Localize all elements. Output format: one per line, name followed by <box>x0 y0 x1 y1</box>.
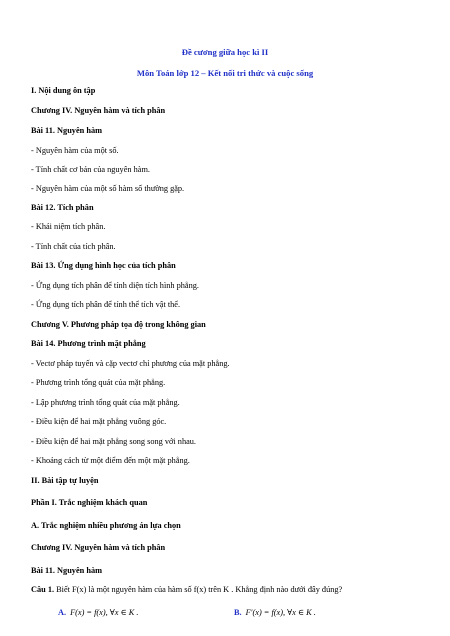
subpart-heading: A. Trắc nghiệm nhiều phương án lựa chọn <box>31 521 181 530</box>
list-item: - Lập phương trình tổng quát của mặt phẳng. <box>31 398 180 407</box>
list-item: - Phương trình tổng quát của mặt phẳng. <box>31 378 166 387</box>
part-heading: Phần I. Trắc nghiệm khách quan <box>31 498 148 507</box>
question-text: Biết F(x) là một nguyên hàm của hàm số f(x) trên K . Khẳng định nào dưới đây đúng? <box>54 585 343 594</box>
lesson-heading: Bài 14. Phương trình mặt phẳng <box>31 339 146 348</box>
list-item: - Ứng dụng tích phân để tính diện tích hình phẳng. <box>31 281 199 290</box>
option-b <box>234 607 316 617</box>
option-letter: B. <box>234 608 242 617</box>
question-label: Câu 1. <box>31 585 55 594</box>
section-heading: II. Bài tập tự luyện <box>31 476 99 485</box>
lesson-heading: Bài 12. Tích phân <box>31 203 94 212</box>
chapter-heading: Chương IV. Nguyên hàm và tích phân <box>31 106 166 115</box>
option-text: F(x) = f(x), ∀x ∈ K . <box>70 608 139 617</box>
question-1 <box>31 585 342 594</box>
section-heading: I. Nội dung ôn tập <box>31 86 96 95</box>
list-item: - Khoảng cách từ một điểm đến một mặt phẳng. <box>31 456 190 465</box>
document-subtitle: Môn Toán lớp 12 – Kết nối tri thức và cuộc sống <box>136 68 314 78</box>
list-item: - Vectơ pháp tuyến và cặp vectơ chỉ phương của mặt phẳng. <box>31 359 230 368</box>
option-letter: A. <box>58 608 67 617</box>
list-item: - Khái niệm tích phân. <box>31 222 106 231</box>
list-item: - Nguyên hàm của một số hàm số thường gặp. <box>31 184 185 193</box>
lesson-heading: Bài 11. Nguyên hàm <box>31 126 102 135</box>
list-item: - Điều kiện để hai mặt phẳng vuông góc. <box>31 417 167 426</box>
list-item: - Ứng dụng tích phân để tính thể tích vật thể. <box>31 300 181 309</box>
list-item: - Nguyên hàm của một số. <box>31 146 119 155</box>
lesson-heading: Bài 13. Ứng dụng hình học của tích phân <box>31 261 176 270</box>
list-item: - Điều kiện để hai mặt phẳng song song với nhau. <box>31 437 196 446</box>
option-a <box>58 607 138 617</box>
chapter-heading: Chương IV. Nguyên hàm và tích phân <box>31 543 166 552</box>
document-title: Đề cương giữa học kì II <box>181 47 269 57</box>
list-item: - Tính chất của tích phân. <box>31 242 116 251</box>
lesson-heading: Bài 11. Nguyên hàm <box>31 566 102 575</box>
chapter-heading: Chương V. Phương pháp tọa độ trong không gian <box>31 320 206 329</box>
list-item: - Tính chất cơ bản của nguyên hàm. <box>31 165 150 174</box>
option-text: F′(x) = f(x), ∀x ∈ K . <box>245 608 316 617</box>
